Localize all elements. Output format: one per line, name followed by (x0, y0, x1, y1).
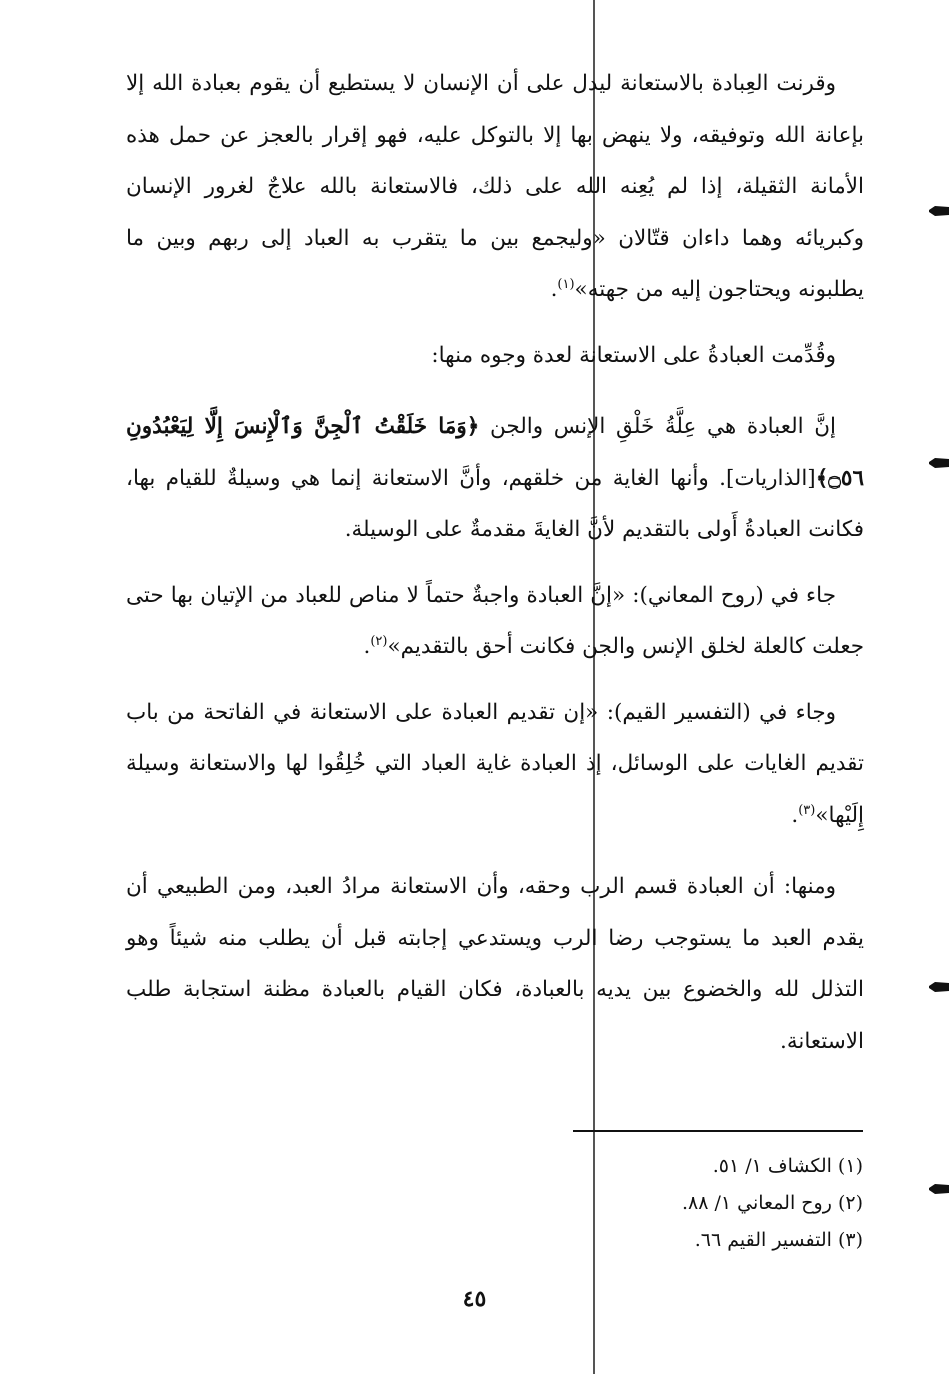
paragraph-3: إنَّ العبادة هي عِلَّةُ خَلْقِ الإنس والجن ﴿وَمَا خَلَقْتُ ٱلْجِنَّ وَٱلْإِنسَ إِلَّا لِيَعْبُدُونِ ۝٥٦﴾[الذاريات]. وأنها الغاية من خلقهم، وأنَّ الاستعانة إنما هي وسيلةٌ للقيام بها، فكانت العبادةُ أَولى بالتقديم لأنَّ الغايةَ مقدمةٌ على الوسيلة. (126, 414, 864, 542)
quran-verse: ﴿وَمَا خَلَقْتُ ٱلْجِنَّ وَٱلْإِنسَ إِلَّا لِيَعْبُدُونِ ۝٥٦﴾ (126, 414, 864, 491)
main-text (126, 58, 864, 1081)
footnote-1: (١) الكشاف ١/ ٥١. (712, 1155, 863, 1177)
margin-mark (929, 458, 949, 468)
margin-mark (929, 982, 949, 992)
paragraph-4: جاء في (روح المعاني): «إنَّ العبادة واجبةٌ حتماً لا مناص للعباد من الإتيان بها حتى جعلت كالعلة لخلق الإنس والجن فكانت أحق بالتقديم»$^{(٢)}$. (126, 582, 864, 659)
footnote-ref: (٣) (798, 802, 816, 818)
footnote-ref: (٢) (370, 633, 388, 649)
paragraph-2: وقُدِّمت العبادةُ على الاستعانة لعدة وجوه منها: (431, 342, 836, 368)
paragraph-6: ومنها: أن العبادة قسم الرب وحقه، وأن الاستعانة مرادُ العبد، ومن الطبيعي أن يقدم العبد ما يستوجب رضا الرب ويستدعي إجابته قبل أن يطلب منه شيئاً وهو التذلل لله والخضوع بين يديه بالعبادة، فكان القيام بالعبادة مظنة استجابة طلب الاستعانة. (126, 874, 864, 1054)
footnote-ref: (١) (557, 276, 575, 292)
margin-mark (929, 206, 949, 216)
footnote-3: (٣) التفسير القيم ٦٦. (694, 1229, 863, 1251)
footnotes (543, 1148, 863, 1259)
footnote-separator (573, 1130, 863, 1132)
margin-mark (929, 1184, 949, 1194)
paragraph-5: وجاء في (التفسير القيم): «إن تقديم العبادة على الاستعانة في الفاتحة من باب تقديم الغايات على الوسائل، إذ العبادة غاية العباد التي خُلِقُوا لها والاستعانة وسيلة إِلَيْها»$^{(٣)}$. (126, 699, 864, 828)
paragraph-1: وقرنت العِبادة بالاستعانة ليدل على أن الإنسان لا يستطيع أن يقوم بعبادة الله إلا بإعانة الله وتوفيقه، ولا ينهض بها إلا بالتوكل عليه، فهو إقرار بالعجز عن حمل هذه الأمانة الثقيلة، إذا لم يُعِنه الله على ذلك، فالاستعانة بالله علاجٌ لغرور الإنسان وكبريائه وهما داءان قتّالان «وليجمع بين ما يتقرب به العباد إلى ربهم وبين ما يطلبونه ويحتاجون إليه من جهته»$^{(١)}$. (126, 71, 864, 302)
footnote-2: (٢) روح المعاني ١/ ٨٨. (681, 1192, 863, 1214)
page-number: ٤٥ (462, 1286, 487, 1312)
